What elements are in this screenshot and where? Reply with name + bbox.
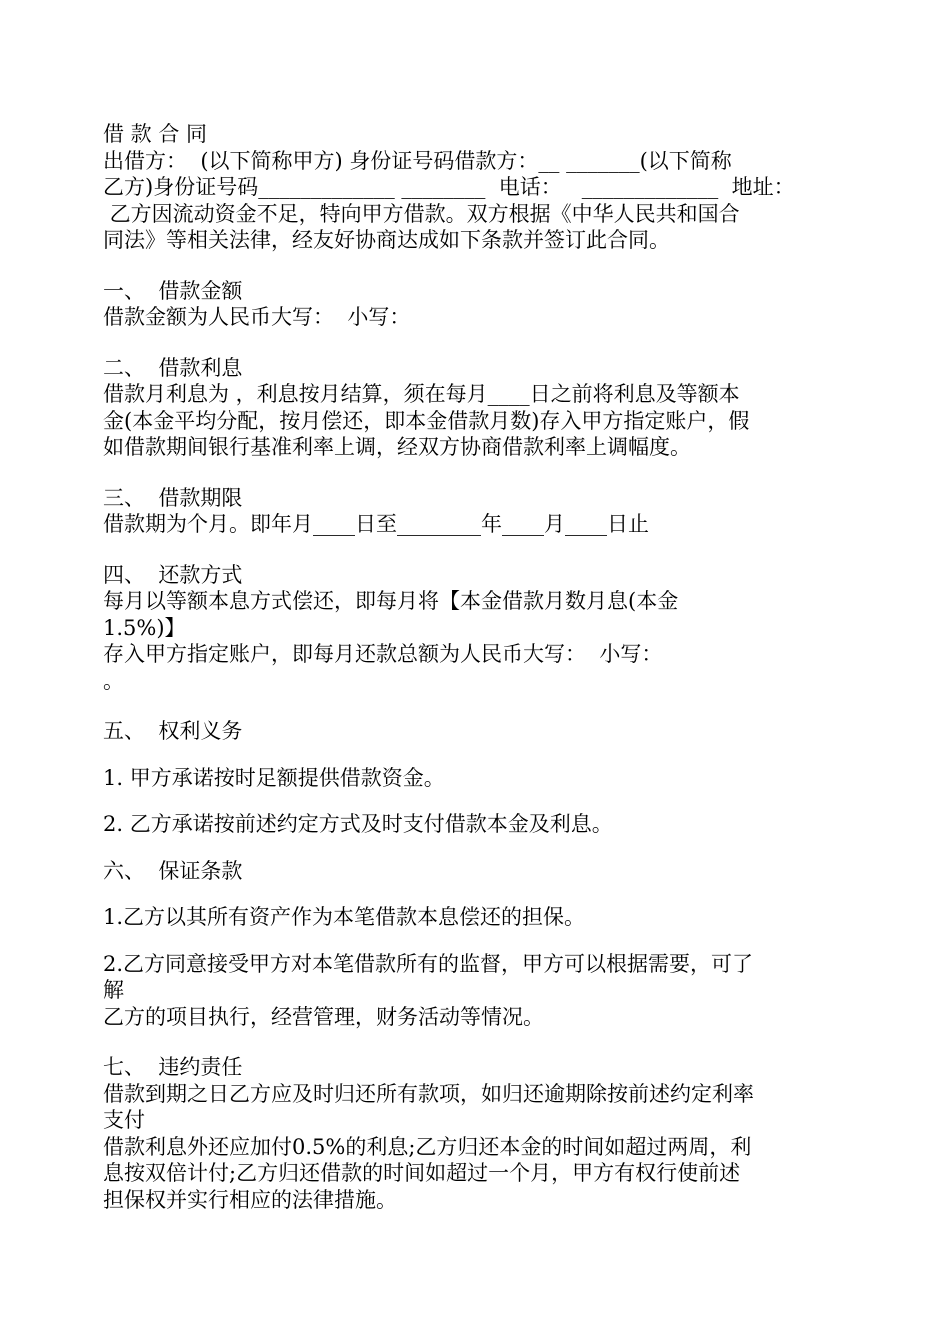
section-1-heading: 一、 借款金额	[103, 278, 243, 303]
section-3-heading: 三、 借款期限	[103, 485, 243, 510]
section-6-item-2: 解	[103, 978, 124, 1002]
section-1-text: 借款金额为人民币大写： 小写：	[103, 305, 411, 329]
section-7-text: 担保权并实行相应的法律措施。	[103, 1187, 397, 1212]
section-7-text: 借款到期之日乙方应及时归还所有款项，如归还逾期除按前述约定利率	[103, 1081, 754, 1106]
section-6-heading: 六、 保证条款	[103, 858, 243, 883]
section-4-text: 每月以等额本息方式偿还，即每月将【本金借款月数月息(本金	[103, 589, 679, 613]
intro-line: 乙方因流动资金不足，特向甲方借款。双方根据《中华人民共和国合	[103, 201, 740, 226]
intro-line: 同法》等相关法律，经友好协商达成如下条款并签订此合同。	[103, 228, 670, 252]
intro-line: 乙方)身份证号码_____________ ________ 电话： _____________ 地址：	[103, 175, 795, 199]
section-2-text: 借款月利息为 ，利息按月结算，须在每月____日之前将利息及等额本	[103, 382, 740, 406]
section-7-text: 借款利息外还应加付0.5%的利息;乙方归还本金的时间如超过两周，利	[103, 1134, 752, 1159]
section-2-text: 如借款期间银行基准利率上调，经双方协商借款利率上调幅度。	[103, 435, 691, 459]
section-2-text: 金(本金平均分配，按月偿还，即本金借款月数)存入甲方指定账户，假	[103, 408, 750, 433]
contract-title: 借 款 合 同	[103, 122, 208, 146]
contract-document	[103, 121, 863, 1213]
section-2-heading: 二、 借款利息	[103, 355, 243, 380]
section-4-text: 。	[103, 668, 124, 693]
section-5-item-1: 1. 甲方承诺按时足额提供借款资金。	[103, 765, 445, 790]
section-7-heading: 七、 违约责任	[103, 1055, 243, 1079]
section-6-item-2: 2.乙方同意接受甲方对本笔借款所有的监督，甲方可以根据需要，可了	[103, 951, 754, 976]
section-6-item-2: 乙方的项目执行，经营管理，财务活动等情况。	[103, 1004, 544, 1029]
section-4-text: 存入甲方指定账户，即每月还款总额为人民币大写： 小写：	[103, 642, 663, 666]
section-7-text: 支付	[103, 1108, 145, 1132]
section-5-heading: 五、 权利义务	[103, 719, 243, 743]
section-4-heading: 四、 还款方式	[103, 562, 243, 587]
section-5-item-2: 2. 乙方承诺按前述约定方式及时支付借款本金及利息。	[103, 812, 613, 836]
intro-line: 出借方： (以下简称甲方) 身份证号码借款方：__ _______(以下简称	[103, 148, 732, 173]
section-7-text: 息按双倍计付;乙方归还借款的时间如超过一个月，甲方有权行使前述	[103, 1161, 741, 1185]
section-6-item-1: 1.乙方以其所有资产作为本笔借款本息偿还的担保。	[103, 905, 586, 929]
section-4-text: 1.5%)】	[103, 615, 186, 640]
section-3-text: 借款期为个月。即年月____日至________年____月____日止	[103, 512, 649, 536]
